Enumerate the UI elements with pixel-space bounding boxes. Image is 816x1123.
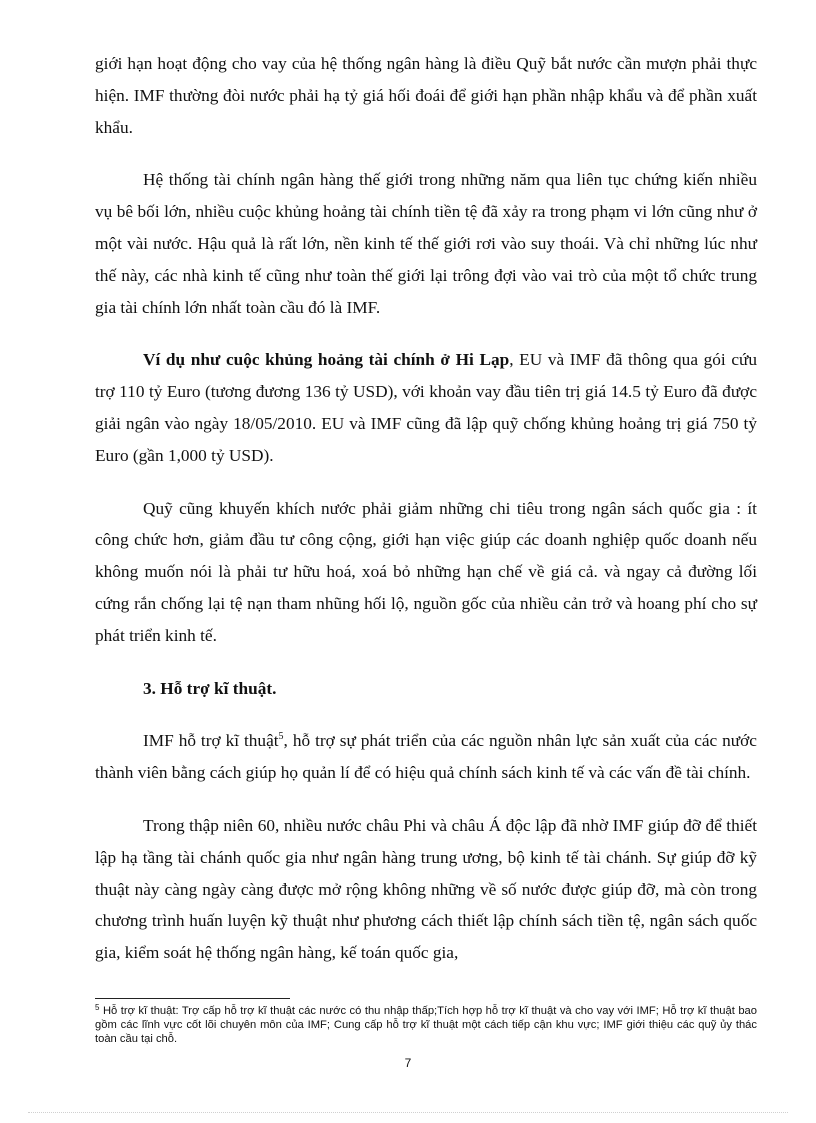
paragraph-5-start: IMF hỗ trợ kĩ thuật [143, 731, 279, 751]
footnote [95, 1004, 757, 1046]
paragraph-5 [95, 725, 757, 789]
greece-crisis-lead: Ví dụ như cuộc khủng hoảng tài chính ở Hi Lạp [143, 350, 510, 370]
paragraph-3-rest: , EU và IMF đã thông qua gói cứu trợ 110 tỷ Euro (tương đương 136 tỷ USD), với khoản vay đầu tiên trị giá 14.5 tỷ Euro đã được giải ngân vào ngày 18/05/2010. EU và IMF cũng đã lập quỹ chống khủng hoảng trị giá 750 tỷ Euro (gần 1,000 tỷ USD). [95, 350, 757, 465]
paragraph-1: giới hạn hoạt động cho vay của hệ thống ngân hàng là điều Quỹ bắt nước cần mượn phải thực hiện. IMF thường đòi nước phải hạ tỷ giá hối đoái để giới hạn phần nhập khẩu và để phần xuất khẩu. [95, 54, 757, 137]
body-text [95, 48, 757, 990]
paragraph-3 [95, 344, 757, 471]
footnote-separator [95, 998, 290, 999]
footnote-text: Hỗ trợ kĩ thuật: Trợ cấp hỗ trợ kĩ thuật các nước có thu nhập thấp;Tích hợp hỗ trợ kĩ thuật và cho vay với IMF; Hỗ trợ kĩ thuật bao gồm các lĩnh vực cốt lõi chuyên môn của IMF; Cung cấp hỗ trợ kĩ thuật một cách tiếp cận khu vực; IMF giới thiệu các quỹ ủy thác toàn cầu tại chỗ. [95, 1005, 757, 1045]
footnote-marker: 5 [95, 1003, 100, 1012]
page-bottom-border [28, 1112, 788, 1113]
paragraph-6: Trong thập niên 60, nhiều nước châu Phi và châu Á độc lập đã nhờ IMF giúp đỡ để thiết lập hạ tầng tài chánh quốc gia như ngân hàng trung ương, bộ kinh tế tài chánh. Sự giúp đỡ kỹ thuật này càng ngày càng được mở rộng không những về số nước được giúp đỡ, mà còn trong chương trình huấn luyện kỹ thuật như phương cách thiết lập chính sách tiền tệ, ngân sách quốc gia, kiểm soát hệ thống ngân hàng, kế toán quốc gia, [95, 815, 757, 963]
page-number: 7 [404, 1056, 412, 1070]
footnote-reference[interactable]: 5 [278, 731, 284, 743]
paragraph-2: Hệ thống tài chính ngân hàng thế giới trong những năm qua liên tục chứng kiến nhiều vụ bê bối lớn, nhiều cuộc khủng hoảng tài chính tiền tệ đã xảy ra trong phạm vi lớn cũng như ở một vài nước. Hậu quả là rất lớn, nền kinh tế thế giới rơi vào suy thoái. Và chỉ những lúc như thế này, các nhà kinh tế cũng như toàn thế giới lại trông đợi vào vai trò của một tổ chức trung gia tài chính lớn nhất toàn cầu đó là IMF. [95, 170, 757, 317]
paragraph-5-rest: , hỗ trợ sự phát triển của các nguồn nhân lực sản xuất của các nước thành viên bằng cách giúp họ quản lí để có hiệu quả chính sách kinh tế và các vấn đề tài chính. [95, 731, 757, 783]
section-heading-3: 3. Hỗ trợ kĩ thuật. [143, 678, 277, 698]
paragraph-4: Quỹ cũng khuyến khích nước phải giảm những chi tiêu trong ngân sách quốc gia : ít công chức hơn, giảm đầu tư công cộng, giới hạn việc giúp các doanh nghiệp quốc doanh nếu không muốn nói là phải tư hữu hoá, xoá bỏ những hạn chế về giá cả. và ngay cả đường lối cứng rắn chống lại tệ nạn tham nhũng hối lộ, nguồn gốc của nhiều cản trở và hoang phí cho sự phát triển kinh tế. [95, 498, 757, 645]
